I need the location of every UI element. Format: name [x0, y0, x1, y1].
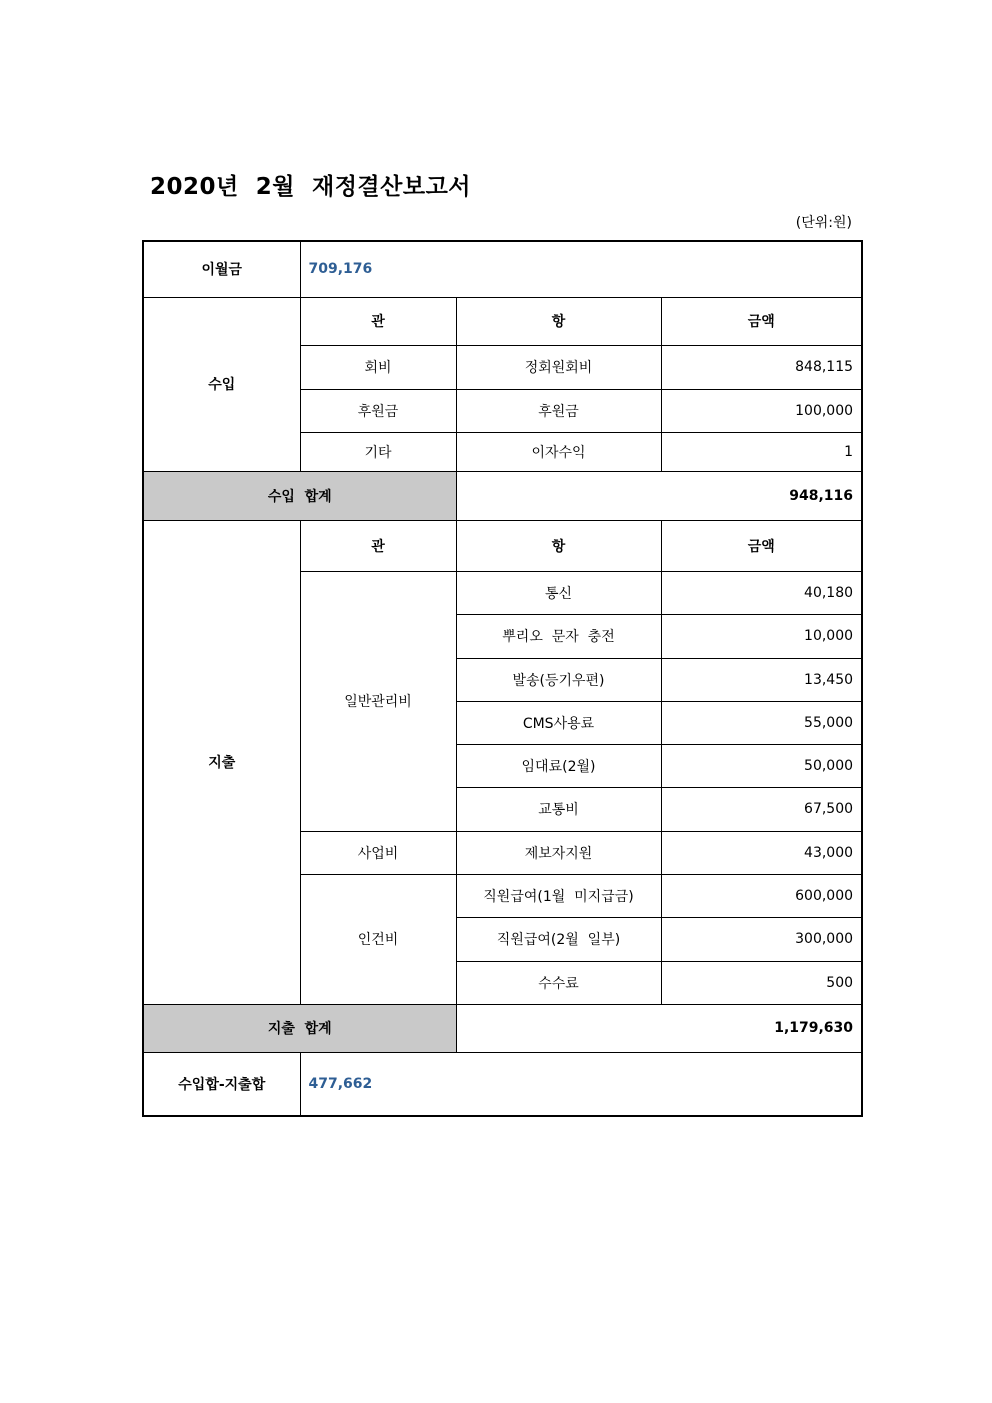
document-title: 2020년 2월 재정결산보고서 — [150, 174, 472, 200]
expense-amount: 600,000 — [661, 874, 862, 917]
expense-header-hang: 항 — [456, 520, 661, 571]
expense-header-row — [143, 520, 862, 571]
expense-hang: 제보자지원 — [456, 831, 661, 874]
expense-hang: 임대료(2월) — [456, 744, 661, 787]
income-gwan: 후원금 — [300, 389, 456, 432]
income-amount: 100,000 — [661, 389, 862, 432]
expense-amount: 10,000 — [661, 614, 862, 658]
income-header-gwan: 관 — [300, 297, 456, 345]
income-hang: 후원금 — [456, 389, 661, 432]
unit-note: (단위:원) — [795, 215, 852, 231]
finance-report-table — [142, 240, 863, 1117]
carryover-amount: 709,176 — [300, 241, 862, 297]
expense-amount: 67,500 — [661, 787, 862, 831]
expense-amount: 55,000 — [661, 701, 862, 744]
carryover-row — [143, 241, 862, 297]
expense-total-amount: 1,179,630 — [456, 1004, 862, 1052]
income-total-amount: 948,116 — [456, 471, 862, 520]
income-amount: 1 — [661, 432, 862, 471]
expense-hang: 발송(등기우편) — [456, 658, 661, 701]
income-total-row — [143, 471, 862, 520]
expense-header-gwan: 관 — [300, 520, 456, 571]
income-header-row — [143, 297, 862, 345]
expense-total-row — [143, 1004, 862, 1052]
income-total-label: 수입 합계 — [143, 471, 456, 520]
expense-header-amount: 금액 — [661, 520, 862, 571]
balance-label: 수입합-지출합 — [143, 1052, 300, 1116]
balance-row — [143, 1052, 862, 1116]
expense-hang: 수수료 — [456, 961, 661, 1004]
income-gwan: 회비 — [300, 345, 456, 389]
income-hang: 이자수익 — [456, 432, 661, 471]
expense-hang: 직원급여(1월 미지급금) — [456, 874, 661, 917]
expense-gwan: 일반관리비 — [300, 571, 456, 831]
income-hang: 정회원회비 — [456, 345, 661, 389]
expense-amount: 13,450 — [661, 658, 862, 701]
expense-amount: 500 — [661, 961, 862, 1004]
expense-gwan: 사업비 — [300, 831, 456, 874]
carryover-label: 이월금 — [143, 241, 300, 297]
expense-hang: 통신 — [456, 571, 661, 614]
expense-hang: 교통비 — [456, 787, 661, 831]
balance-amount: 477,662 — [300, 1052, 862, 1116]
expense-total-label: 지출 합계 — [143, 1004, 456, 1052]
income-section-label: 수입 — [143, 297, 300, 471]
income-gwan: 기타 — [300, 432, 456, 471]
expense-amount: 40,180 — [661, 571, 862, 614]
expense-hang: 뿌리오 문자 충전 — [456, 614, 661, 658]
income-header-amount: 금액 — [661, 297, 862, 345]
expense-gwan: 인건비 — [300, 874, 456, 1004]
expense-amount: 50,000 — [661, 744, 862, 787]
expense-amount: 300,000 — [661, 917, 862, 961]
income-header-hang: 항 — [456, 297, 661, 345]
expense-section-label: 지출 — [143, 520, 300, 1004]
income-amount: 848,115 — [661, 345, 862, 389]
expense-hang: 직원급여(2월 일부) — [456, 917, 661, 961]
expense-hang: CMS사용료 — [456, 701, 661, 744]
expense-amount: 43,000 — [661, 831, 862, 874]
